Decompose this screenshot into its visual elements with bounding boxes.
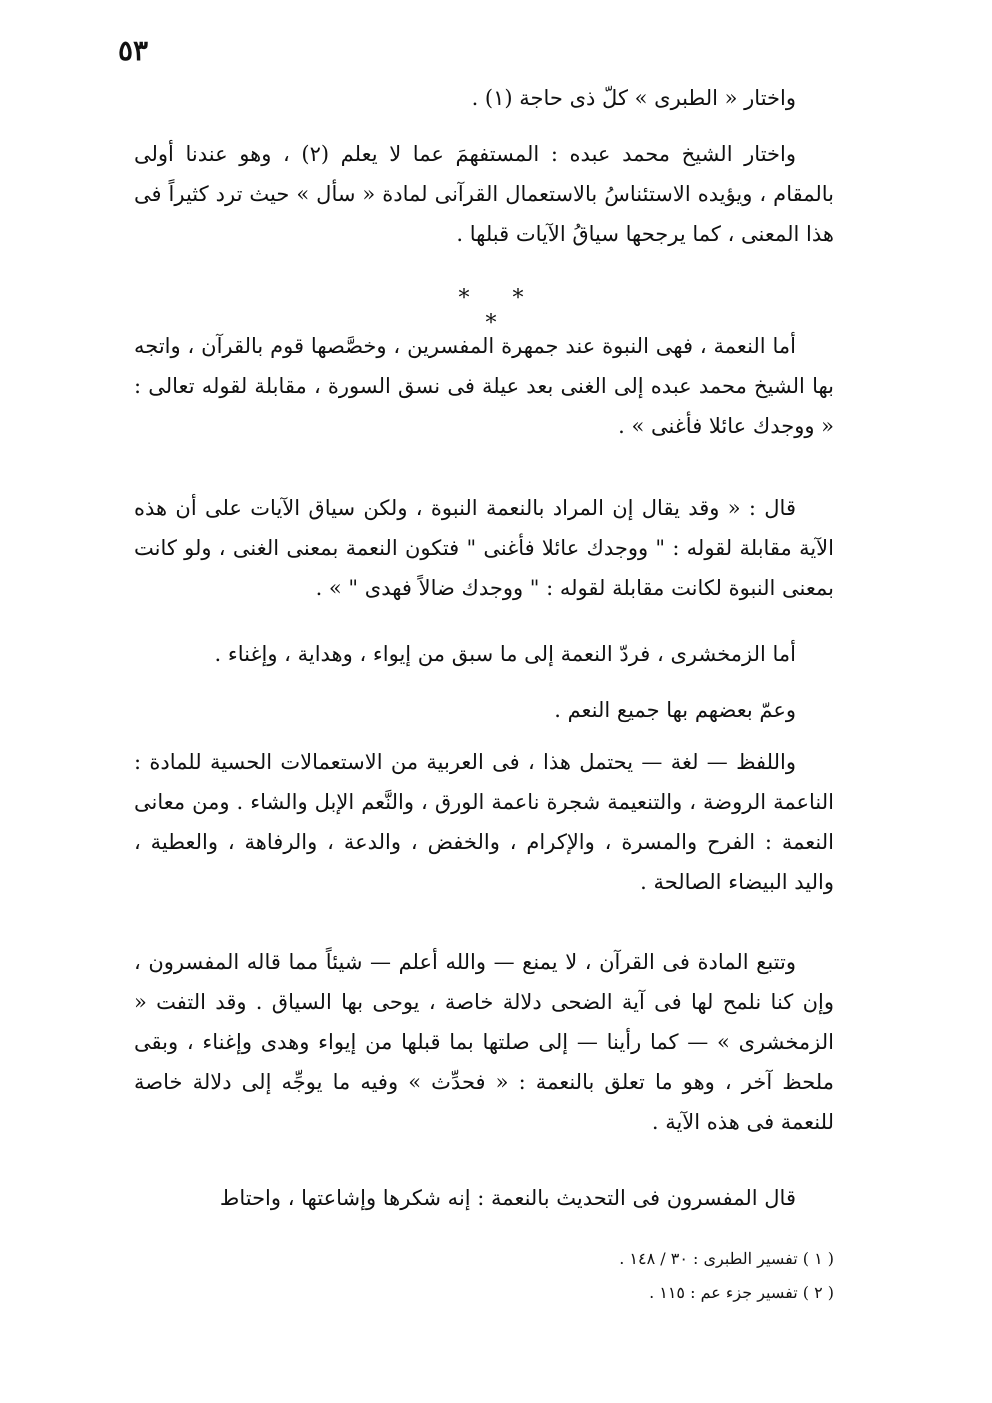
section-separator: * * *: [458, 286, 542, 336]
paragraph-text: واللفظ — لغة — يحتمل هذا ، فى العربية من الاستعمالات الحسية للمادة : الناعمة الروضة ، والتنعيمة شجرة ناعمة الورق ، والنَّعم الإبل والشاء . ومن معانى النعمة : الفرح والمسرة ، والإكرام ، والخفض ، والدعة ، والرفاهة ، والعطية ، واليد البيضاء الصالحة .: [134, 750, 834, 894]
paragraph-text: قال المفسرون فى التحديث بالنعمة : إنه شكرها وإشاعتها ، واحتاط: [219, 1186, 796, 1210]
paragraph-nima-meaning: [134, 326, 834, 446]
paragraph-text: قال : « وقد يقال إن المراد بالنعمة النبوة ، ولكن سياق الآيات على أن هذه الآية مقابلة لقوله : " ووجدك عائلا فأغنى " فتكون النعمة بمعنى الغنى ، ولو كانت بمعنى النبوة لكانت مقابلة لقوله : " ووجدك ضالاً فهدى " » .: [134, 496, 834, 600]
paragraph-text: أما النعمة ، فهى النبوة عند جمهرة المفسرين ، وخصَّصها قوم بالقرآن ، واتجه بها الشيخ محمد عبده إلى الغنى بعد عيلة فى نسق السورة ، مقابلة لقوله تعالى : « ووجدك عائلا فأغنى » .: [134, 334, 834, 438]
paragraph-text: واختار الشيخ محمد عبده : المستفهمَ عما لا يعلم (٢) ، وهو عندنا أولى بالمقام ، ويؤيده الاستئناسُ بالاستعمال القرآنى لمادة « سأل » حيث ترد كثيراً فى هذا المعنى ، كما يرجحها سياقُ الآيات قبلها .: [134, 142, 834, 246]
footnote-1: ( ١ ) تفسير الطبرى : ٣٠ / ١٤٨ .: [619, 1249, 834, 1268]
paragraph-abduh-quote: [134, 488, 834, 608]
paragraph-text: أما الزمخشرى ، فردّ النعمة إلى ما سبق من إيواء ، وهداية ، وإغناء .: [214, 642, 796, 666]
paragraph-text: وتتبع المادة فى القرآن ، لا يمنع — والله أعلم — شيئاً مما قاله المفسرون ، وإن كنا نلمح لها فى آية الضحى دلالة خاصة ، يوحى بها السياق . وقد التفت « الزمخشرى » — كما رأينا — إلى صلتها بما قبلها من إيواء وهدى وإغناء ، وبقى ملحظ آخر ، وهو ما تعلق بالنعمة : « فحدِّث » وفيه ما يوجِّه إلى دلالة خاصة للنعمة فى هذه الآية .: [134, 950, 834, 1134]
paragraph-lexical: [134, 742, 834, 902]
paragraph-abduh-choice: [134, 134, 834, 254]
paragraph-tabari-choice: [134, 78, 834, 118]
paragraph-text: واختار « الطبرى » كلّ ذى حاجة (١) .: [471, 86, 796, 110]
paragraph-text: وعمّ بعضهم بها جميع النعم .: [554, 698, 796, 722]
paragraph-tahdith: [134, 1178, 834, 1218]
footnotes: [414, 1242, 834, 1310]
page-number: ٥٣: [118, 34, 149, 67]
paragraph-all-blessings: [134, 690, 834, 730]
paragraph-quran-usage: [134, 942, 834, 1142]
paragraph-zamakhshari: [134, 634, 834, 674]
footnote-2: ( ٢ ) تفسير جزء عم : ١١٥ .: [649, 1283, 834, 1302]
